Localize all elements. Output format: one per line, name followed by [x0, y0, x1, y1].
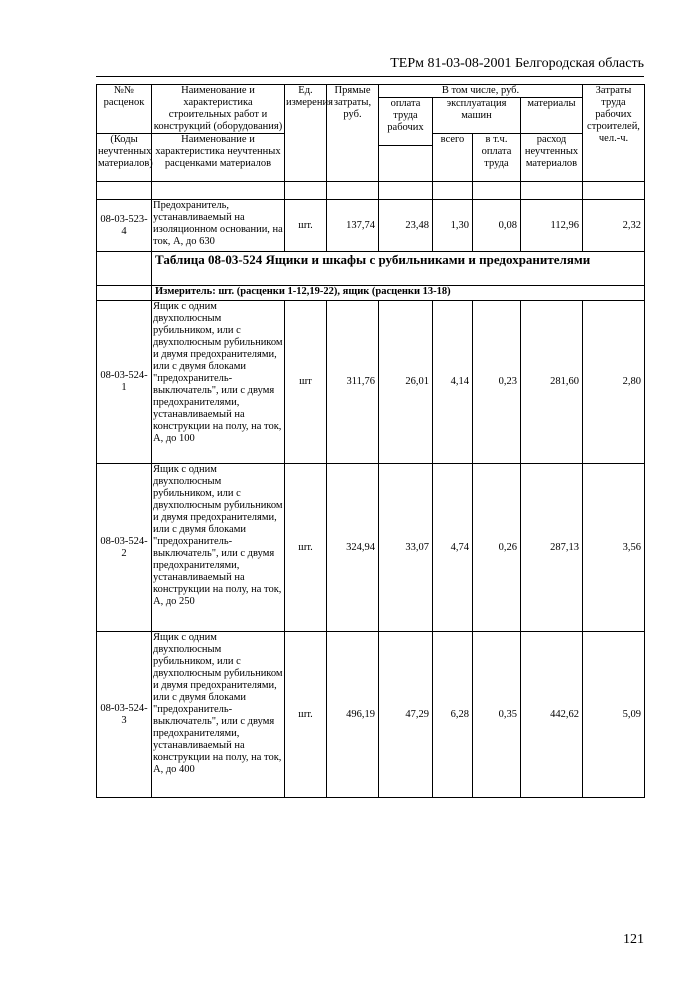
col-header-name: Наименование и характеристика строительных работ и конструкций (оборудования) [152, 85, 285, 134]
rate-materials: 287,13 [521, 464, 583, 632]
rate-code: 08-03-524-2 [97, 464, 152, 632]
col-header-wages-blank [379, 146, 433, 182]
rate-code: 08-03-524-3 [97, 632, 152, 798]
rate-materials: 112,96 [521, 200, 583, 252]
section-blank-cell [97, 252, 152, 286]
rate-machines-total: 6,28 [433, 632, 473, 798]
rate-name: Ящик с одним двухполюсным рубильником, или с двухполюсным рубильником и двумя предохранителями, или с двумя блоками "предохранитель-выключатель", или с двумя предохранителями, устанавливаемый на конструкции на полу, на ток, А, до 250 [152, 464, 285, 632]
rate-name: Ящик с одним двухполюсным рубильником, или с двухполюсным рубильником и двумя предохранителями, или с двумя блоками "предохранитель-выключатель", или с двумя предохранителями, устанавливаемый на конструкции на полу, на ток, А, до 100 [152, 301, 285, 464]
rate-machines-wages: 0,08 [473, 200, 521, 252]
rate-wages: 26,01 [379, 301, 433, 464]
rate-code: 08-03-523-4 [97, 200, 152, 252]
col-header-name-unaccounted: Наименование и характеристика неучтенных расценками материалов [152, 134, 285, 182]
col-header-machines: эксплуатация машин [433, 98, 521, 134]
col-header-wages: оплата труда рабочих [379, 98, 433, 146]
col-header-labor: Затраты труда рабочих строителей, чел.-ч. [583, 85, 645, 182]
rate-wages: 23,48 [379, 200, 433, 252]
rate-labor: 5,09 [583, 632, 645, 798]
rate-labor: 3,56 [583, 464, 645, 632]
rate-machines-wages: 0,26 [473, 464, 521, 632]
rate-materials: 281,60 [521, 301, 583, 464]
page-number: 121 [623, 932, 644, 947]
rate-name: Ящик с одним двухполюсным рубильником, или с двухполюсным рубильником и двумя предохранителями, или с двумя блоками "предохранитель-выключатель", или с двумя предохранителями, устанавливаемый на конструкции на полу, на ток, А, до 400 [152, 632, 285, 798]
rate-direct-cost: 324,94 [327, 464, 379, 632]
rates-table [96, 84, 645, 798]
col-header-unit: Ед. измерения [285, 85, 327, 182]
col-header-materials: материалы [521, 98, 583, 134]
rate-labor: 2,80 [583, 301, 645, 464]
rate-machines-total: 4,74 [433, 464, 473, 632]
rate-direct-cost: 311,76 [327, 301, 379, 464]
col-header-including: В том числе, руб. [379, 85, 583, 98]
rate-machines-wages: 0,35 [473, 632, 521, 798]
rate-wages: 47,29 [379, 632, 433, 798]
rate-labor: 2,32 [583, 200, 645, 252]
table-row [97, 200, 645, 252]
rate-wages: 33,07 [379, 464, 433, 632]
rate-name: Предохранитель, устанавливаемый на изоляционном основании, на ток, А, до 630 [152, 200, 285, 252]
section-title: Таблица 08-03-524 Ящики и шкафы с рубильниками и предохранителями [152, 252, 645, 286]
header-rule [96, 76, 644, 77]
col-header-machines-total: всего [433, 134, 473, 182]
rate-unit: шт. [285, 632, 327, 798]
rate-direct-cost: 496,19 [327, 632, 379, 798]
col-header-code-unaccounted: (Коды неучтенных материалов) [97, 134, 152, 182]
rate-unit: шт. [285, 200, 327, 252]
table-row [97, 632, 645, 798]
rate-code: 08-03-524-1 [97, 301, 152, 464]
rate-materials: 442,62 [521, 632, 583, 798]
col-header-code: №№ расценок [97, 85, 152, 134]
col-header-materials-unaccounted: расход неучтенных материалов [521, 134, 583, 182]
table-row [97, 464, 645, 632]
col-header-machines-wages: в т.ч. оплата труда [473, 134, 521, 182]
page-header: ТЕРм 81-03-08-2001 Белгородская область [390, 56, 644, 71]
rate-direct-cost: 137,74 [327, 200, 379, 252]
rate-machines-total: 1,30 [433, 200, 473, 252]
rate-unit: шт. [285, 464, 327, 632]
measure-blank-cell [97, 286, 152, 301]
col-header-direct: Прямые затраты, руб. [327, 85, 379, 182]
spacer-row [97, 182, 645, 200]
rate-machines-total: 4,14 [433, 301, 473, 464]
section-measure: Измеритель: шт. (расценки 1-12,19-22), ящик (расценки 13-18) [152, 286, 645, 301]
table-row [97, 301, 645, 464]
rate-machines-wages: 0,23 [473, 301, 521, 464]
rate-unit: шт [285, 301, 327, 464]
